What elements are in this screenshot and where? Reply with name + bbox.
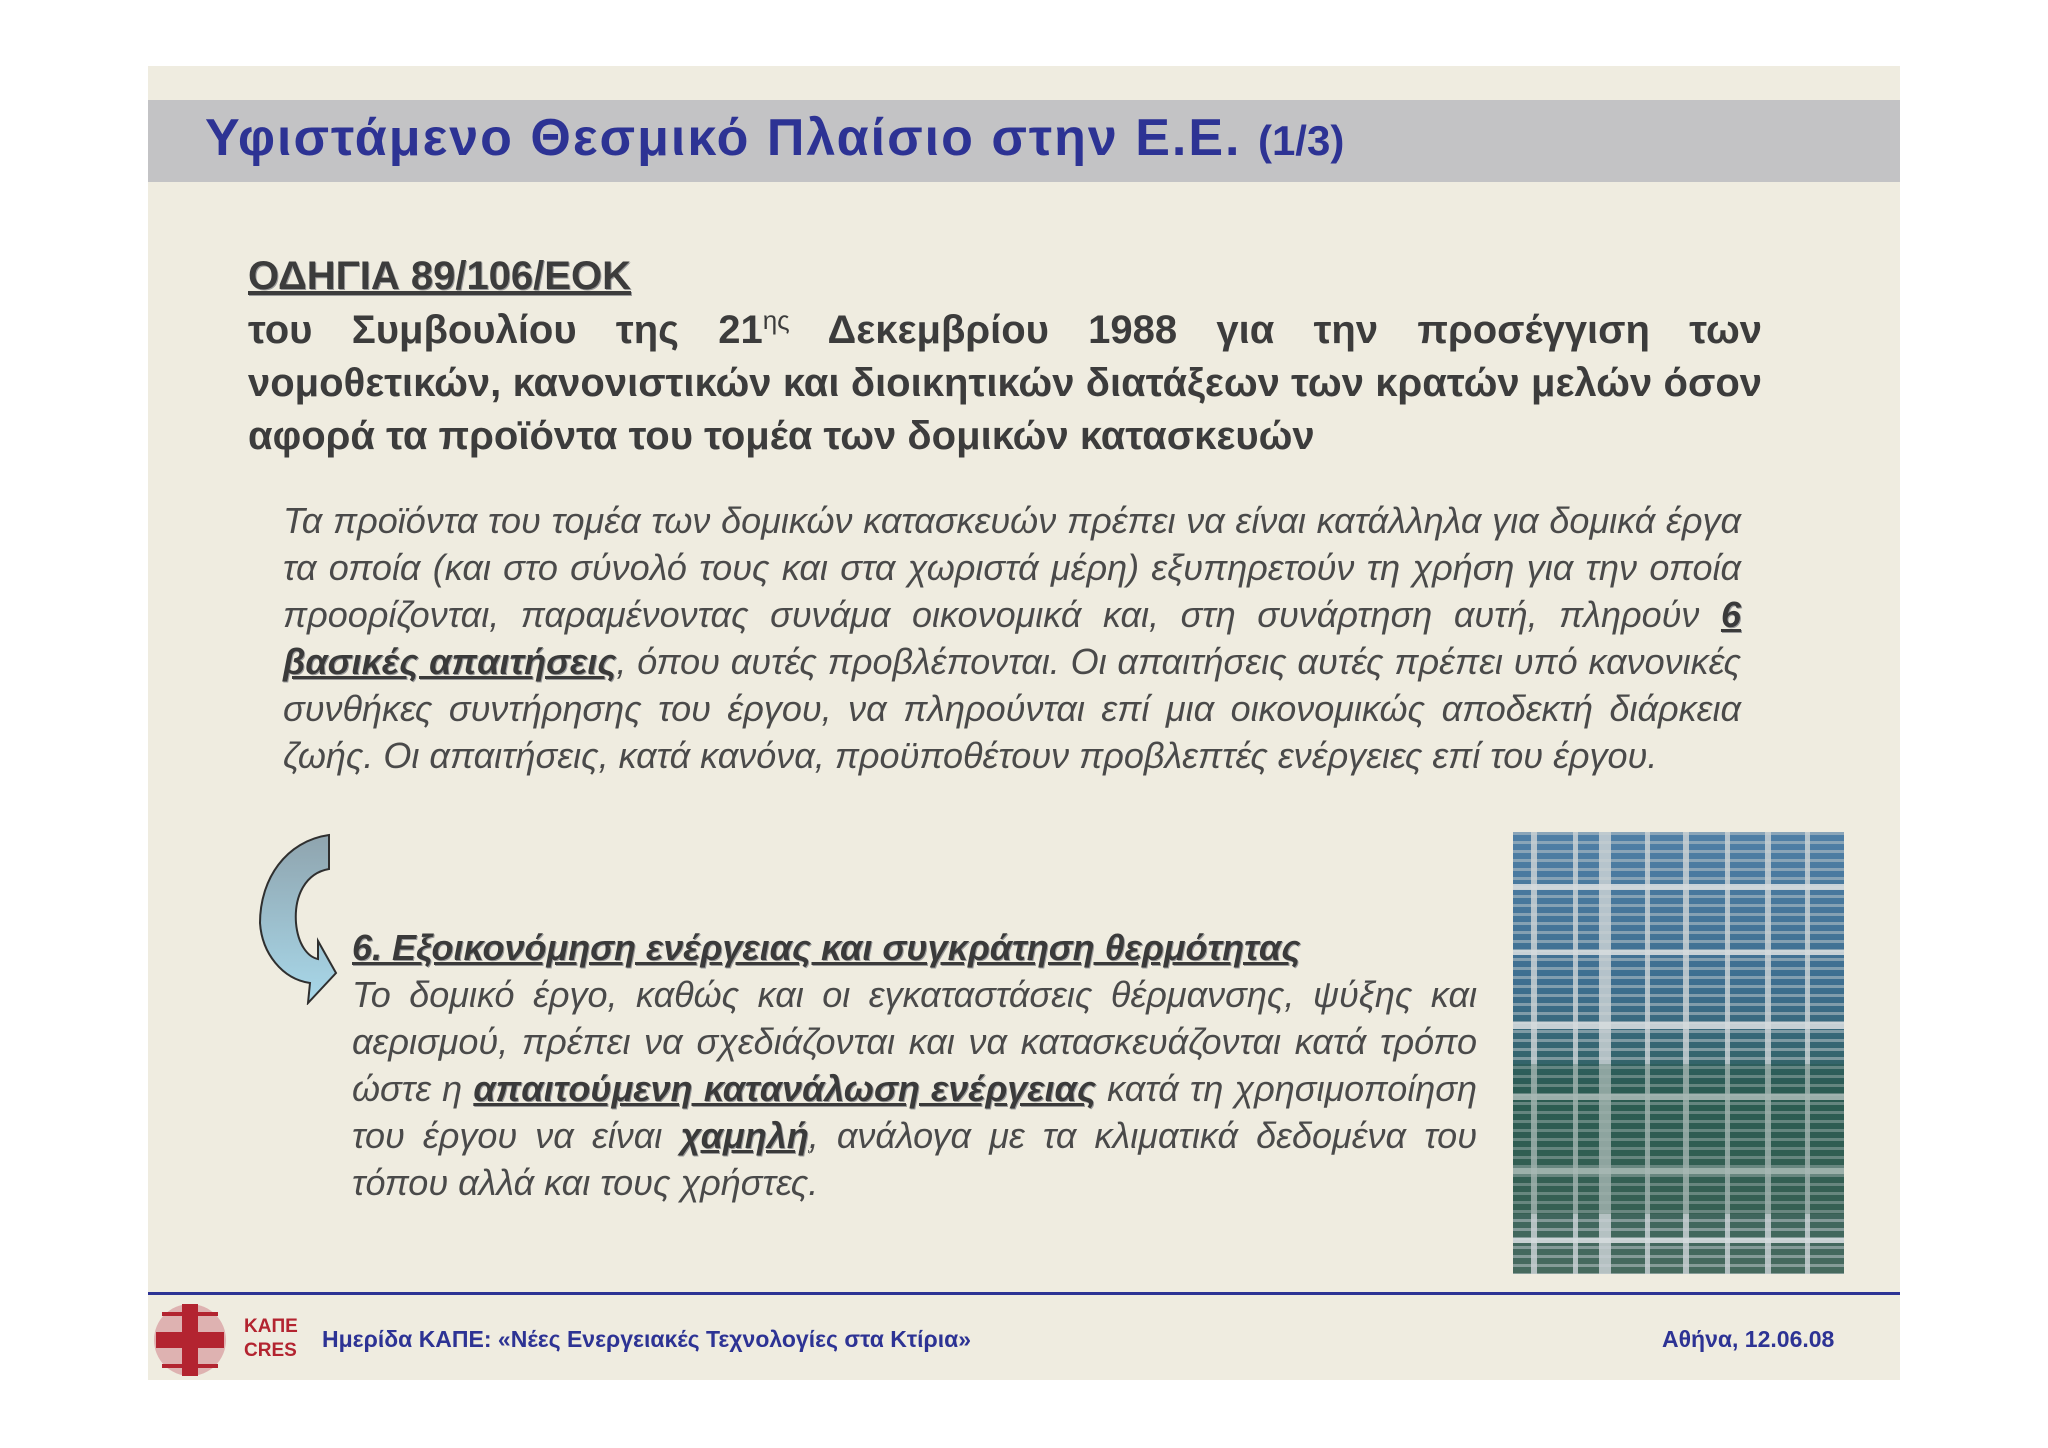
lead-text-1: του Συμβουλίου της 21: [248, 308, 763, 352]
requirement-text-2: κατά τη χρησιμοποίηση του έργου να είναι: [352, 1068, 1477, 1156]
curved-arrow-icon: [258, 833, 338, 1005]
lead-text-2: Δεκεμβρίου 1988 για την προσέγγιση των νομοθετικών, κανονιστικών και διοικητικών διατάξεων των κρατών μελών όσον αφορά τα προϊόντα του τομέα των δομικών κατασκευών: [248, 308, 1762, 458]
lead-superscript: ης: [762, 305, 790, 335]
slide-title-text: Υφιστάμενο Θεσμικό Πλαίσιο στην Ε.Ε.: [205, 109, 1242, 167]
requirement-text-3: , ανάλογα με τα κλιματικά δεδομένα του τόπου αλλά και τους χρήστες.: [352, 1115, 1477, 1203]
paragraph-text-2: , όπου αυτές προβλέπονται. Οι απαιτήσεις αυτές πρέπει υπό κανονικές συνθήκες συντήρησης του έργου, να πληρούνται επί μια οικονομικώς αποδεκτή διάρκεια ζωής. Οι απαιτήσεις, κατά κανόνα, προϋποθέτουν προβλεπτές ενέργειες επί του έργου.: [283, 641, 1741, 776]
glass-facade-photo: [1513, 832, 1844, 1274]
requirement-emphasis-1: απαιτούμενη κατανάλωση ενέργειας: [473, 1068, 1096, 1109]
paragraph-text-1: Τα προϊόντα του τομέα των δομικών κατασκευών πρέπει να είναι κατάλληλα για δομικά έργα τα οποία (και στο σύνολό τους και στα χωριστά μέρη) εξυπηρετούν τη χρήση για την οποία προορίζονται, παραμένοντας συνάμα οικονομικά και, στη συνάρτηση αυτή, πληρούν: [283, 500, 1741, 635]
requirement-emphasis-2: χαμηλή: [680, 1115, 809, 1156]
footer-place-date: Αθήνα, 12.06.08: [1662, 1326, 1835, 1352]
footer-event: Ημερίδα ΚΑΠΕ: «Νέες Ενεργειακές Τεχνολογίες στα Κτίρια»: [322, 1326, 972, 1352]
slide-title: [205, 108, 1344, 168]
requirement-block: [352, 924, 1477, 1206]
footer-divider: [148, 1292, 1900, 1295]
requirement-text-1: Το δομικό έργο, καθώς και οι εγκαταστάσεις θέρμανσης, ψύξης και αερισμού, πρέπει να σχεδιάζονται και να κατασκευάζονται κατά τρόπο ώστε η: [352, 974, 1477, 1109]
slide-title-suffix: (1/3): [1257, 117, 1345, 164]
directive-paragraph: [283, 497, 1741, 779]
directive-heading: ΟΔΗΓΙΑ 89/106/ΕΟΚ: [248, 254, 631, 298]
cres-logo: [152, 1298, 306, 1378]
directive-lead: [248, 304, 1762, 463]
requirement-title: 6. Εξοικονόμηση ενέργειας και συγκράτηση θερμότητας: [352, 927, 1301, 968]
logo-text-kape: ΚΑΠΕ: [244, 1316, 298, 1337]
paragraph-emphasis: 6 βασικές απαιτήσεις: [283, 594, 1741, 682]
logo-text-cres: CRES: [244, 1340, 297, 1361]
